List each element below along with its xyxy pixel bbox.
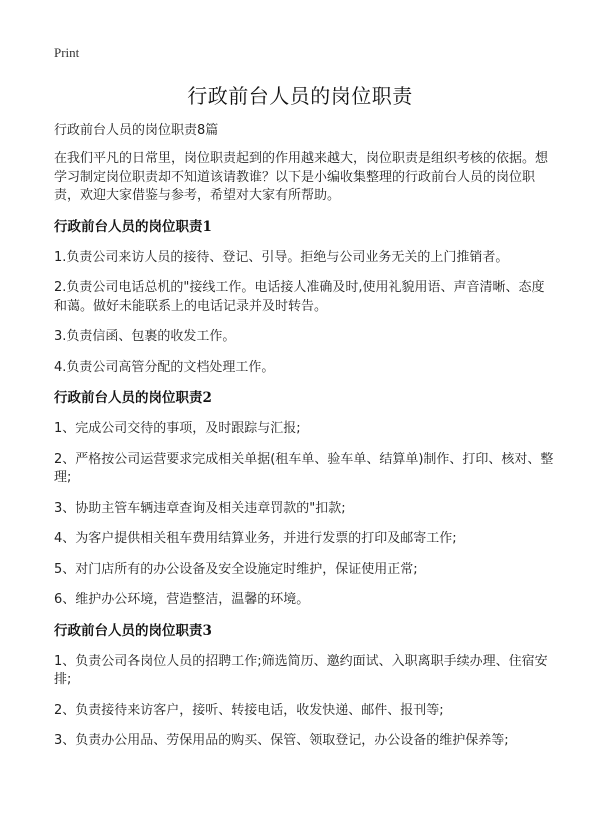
duty-item: 3、协助主管车辆违章查询及相关违章罚款的"扣款;	[54, 500, 346, 516]
duty-item: 4、为客户提供相关租车费用结算业务，并进行发票的打印及邮寄工作;	[54, 531, 457, 546]
section-heading: 行政前台人员的岗位职责2	[54, 390, 212, 406]
duty-item: 1、完成公司交待的事项，及时跟踪与汇报;	[54, 421, 301, 436]
duty-item: 6、维护办公环境，营造整洁，温馨的环境。	[54, 592, 310, 607]
duty-item: 2、严格按公司运营要求完成相关单据(租车单、验车单、结算单)制作、打印、核对、整理;	[54, 451, 554, 485]
duty-item: 3.负责信函、包裹的收发工作。	[54, 329, 236, 344]
duty-item: 1.负责公司来访人员的接待、登记、引导。拒绝与公司业务无关的上门推销者。	[54, 249, 509, 265]
duty-item: 2、负责接待来访客户，接听、转接电话，收发快递、邮件、报刊等;	[54, 702, 444, 718]
duty-item: 1、负责公司各岗位人员的招聘工作;筛选简历、邀约面试、入职离职手续办理、住宿安排;	[54, 653, 548, 687]
print-link[interactable]: Print	[54, 45, 80, 60]
duty-item: 3、负责办公用品、劳保用品的购买、保管、领取登记，办公设备的维护保养等;	[54, 733, 509, 748]
document-subtitle: 行政前台人员的岗位职责8篇	[54, 123, 219, 138]
duty-item: 5、对门店所有的办公设备及安全设施定时维护，保证使用正常;	[54, 561, 418, 577]
document-title: 行政前台人员的岗位职责	[187, 84, 413, 108]
section-heading: 行政前台人员的岗位职责3	[54, 622, 212, 639]
duty-item: 4.负责公司高管分配的文档处理工作。	[54, 359, 275, 375]
duty-item: 2.负责公司电话总机的"接线工作。电话接人准确及时,使用礼貌用语、声音清晰、态度和蔼。做好未能联系上的电话记录并及时转告。	[54, 280, 545, 314]
document-body	[54, 150, 554, 763]
section-heading: 行政前台人员的岗位职责1	[54, 218, 212, 235]
intro-paragraph: 在我们平凡的日常里，岗位职责起到的作用越来越大，岗位职责是组织考核的依据。想学习制定岗位职责却不知道该请教谁？以下是小编收集整理的行政前台人员的岗位职责，欢迎大家借鉴与参考，希望对大家有所帮助。	[54, 151, 549, 203]
